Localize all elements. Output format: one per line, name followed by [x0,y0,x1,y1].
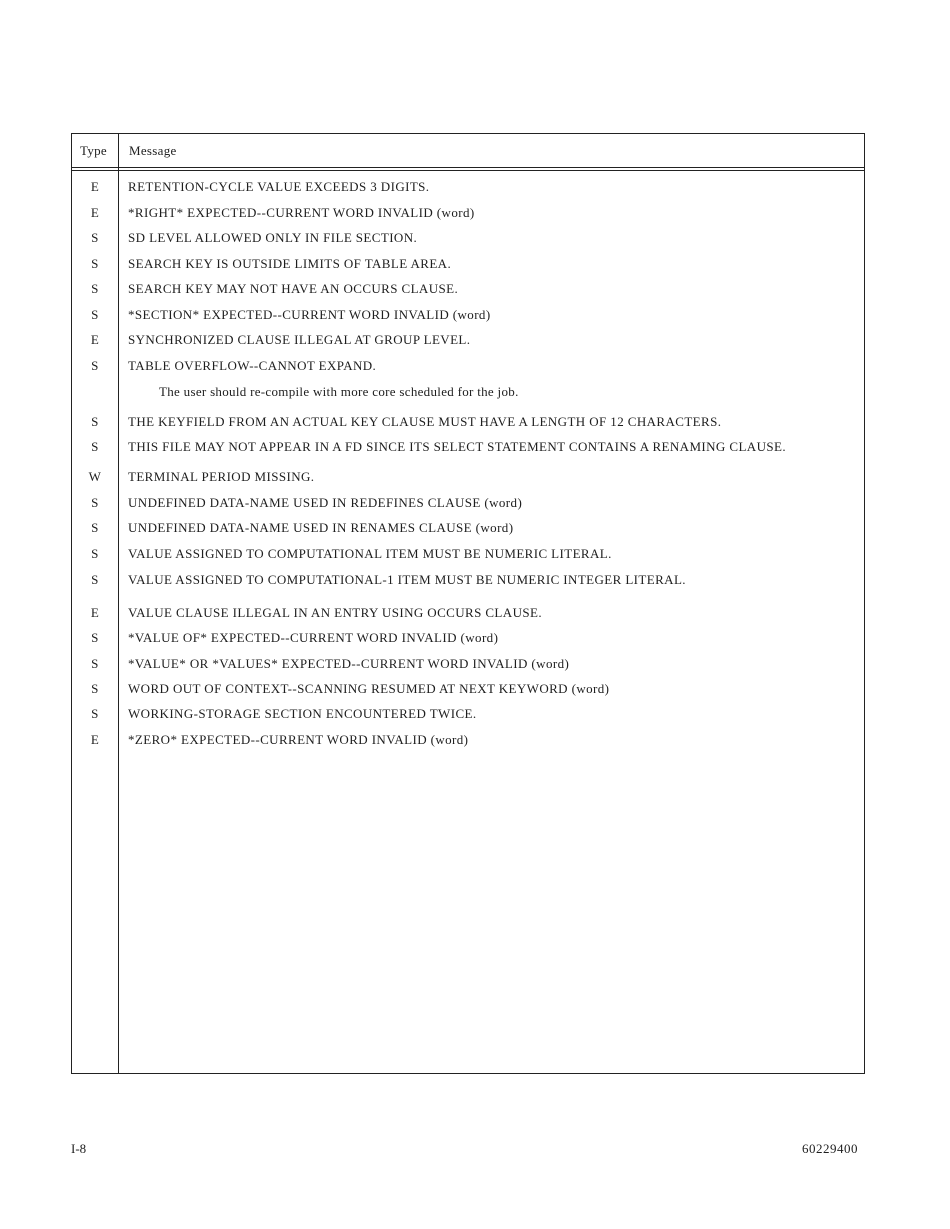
table-row [72,681,864,703]
table-row [72,630,864,652]
table-row [72,358,864,380]
document-number: 60229400 [802,1141,858,1156]
row-message: THE KEYFIELD FROM AN ACTUAL KEY CLAUSE MUST HAVE A LENGTH OF 12 CHARACTERS. [128,414,722,429]
row-type: S [91,681,99,696]
row-type: W [88,469,102,484]
row-message: *VALUE* OR *VALUES* EXPECTED--CURRENT WORD INVALID (word) [128,656,570,671]
table-row [72,256,864,278]
row-type: S [91,256,99,271]
table-row [72,732,864,754]
table-row [72,706,864,728]
row-message: RETENTION-CYCLE VALUE EXCEEDS 3 DIGITS. [128,179,430,194]
row-type: S [91,307,99,322]
table-row [72,469,864,491]
header-rule-double [72,170,864,171]
error-message-table [71,133,865,1074]
table-row [72,307,864,329]
row-type: S [91,358,99,373]
table-row [72,605,864,627]
table-row [72,179,864,201]
header-type: Type [80,143,108,158]
row-type: S [91,230,99,245]
row-type: E [90,332,100,347]
row-message: VALUE CLAUSE ILLEGAL IN AN ENTRY USING OCCURS CLAUSE. [128,605,542,620]
table-row [72,546,864,568]
row-message: VALUE ASSIGNED TO COMPUTATIONAL-1 ITEM MUST BE NUMERIC INTEGER LITERAL. [128,572,686,587]
row-type: S [91,439,99,454]
table-row [72,205,864,227]
row-message: *VALUE OF* EXPECTED--CURRENT WORD INVALID (word) [128,630,499,645]
table-row [72,495,864,517]
row-type: S [91,546,99,561]
row-type: S [91,656,99,671]
row-type: E [90,605,100,620]
row-message: SEARCH KEY IS OUTSIDE LIMITS OF TABLE AREA. [128,256,452,271]
row-type: E [90,732,100,747]
row-type: S [91,520,99,535]
row-message: WORKING-STORAGE SECTION ENCOUNTERED TWICE. [128,706,477,721]
row-message: UNDEFINED DATA-NAME USED IN REDEFINES CLAUSE (word) [128,495,523,510]
row-message: VALUE ASSIGNED TO COMPUTATIONAL ITEM MUST BE NUMERIC LITERAL. [128,546,612,561]
table-row [72,572,864,594]
table-row [72,230,864,252]
table-row [72,281,864,303]
table-row [72,520,864,542]
row-type: S [91,281,99,296]
row-message: *RIGHT* EXPECTED--CURRENT WORD INVALID (word) [128,205,475,220]
row-message: TABLE OVERFLOW--CANNOT EXPAND. [128,358,377,373]
row-message: TERMINAL PERIOD MISSING. [128,469,315,484]
row-message: *SECTION* EXPECTED--CURRENT WORD INVALID (word) [128,307,491,322]
row-message: SEARCH KEY MAY NOT HAVE AN OCCURS CLAUSE. [128,281,459,296]
row-message: THIS FILE MAY NOT APPEAR IN A FD SINCE ITS SELECT STATEMENT CONTAINS A RENAMING CLAUSE. [128,439,786,454]
row-type: E [90,179,100,194]
table-row [72,439,864,461]
row-type: S [91,706,99,721]
page-number: I-8 [71,1141,87,1156]
header-message: Message [129,143,177,158]
row-type: S [91,572,99,587]
table-note: The user should re-compile with more core scheduled for the job. [159,384,519,399]
table-row [72,656,864,678]
row-message: UNDEFINED DATA-NAME USED IN RENAMES CLAUSE (word) [128,520,514,535]
row-message: SD LEVEL ALLOWED ONLY IN FILE SECTION. [128,230,418,245]
row-type: S [91,495,99,510]
header-rule [72,167,864,168]
row-message: SYNCHRONIZED CLAUSE ILLEGAL AT GROUP LEVEL. [128,332,471,347]
row-type: E [90,205,100,220]
table-row [72,332,864,354]
row-type: S [91,630,99,645]
row-message: WORD OUT OF CONTEXT--SCANNING RESUMED AT NEXT KEYWORD (word) [128,681,610,696]
row-message: *ZERO* EXPECTED--CURRENT WORD INVALID (word) [128,732,469,747]
row-type: S [91,414,99,429]
table-row [72,414,864,436]
